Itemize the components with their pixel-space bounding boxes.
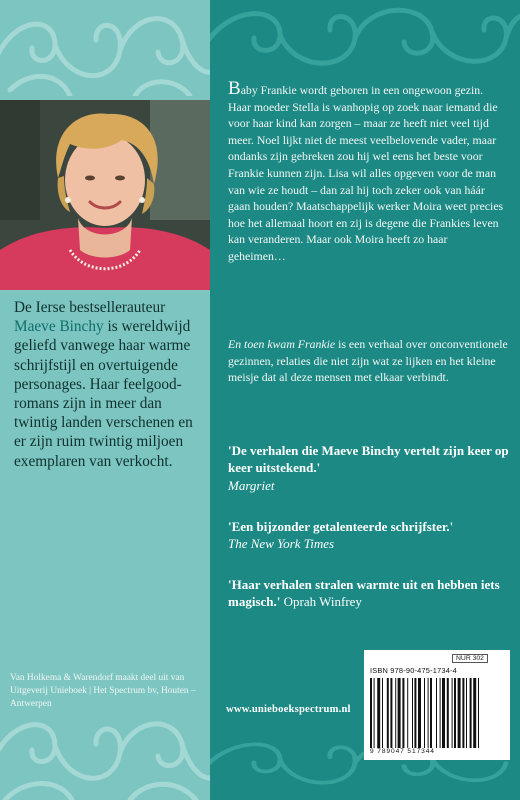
blurb-paragraph-1: aby Frankie wordt geboren in een ongewoon gezin. Haar moeder Stella is wanhopig op zoek naar iemand die voor haar kind kan zorgen – maar ze heeft niet veel tijd meer. Noel lijkt niet de meest veelbelovende vader, maar ondanks zijn gebreken zou hij wel eens het beste voor Frankie kunnen zijn. Lisa wil alles opgeven voor de man van wie ze houdt – dan zal hij toch zeker ook van háár gaan houden? Maatschappelijk werker Moira weet precies hoe het allemaal hoort en zij is degene die Frankies leven kan veranderen. Maar ook Moira heeft zo haar geheimen… [228,83,504,263]
bio-body: is wereldwijd geliefd vanwege haar warme schrijfstijl en overtuigende personages. Haar feelgood-romans zijn in meer dan twintig landen verschenen en er zijn ruim twintig miljoen exemplaren van verkocht. [14,318,193,470]
back-cover-blurb [228,78,508,265]
drop-cap: B [228,78,241,99]
isbn-label: ISBN 978-90-475-1734-4 [370,666,457,675]
barcode-block [364,650,510,760]
quote-text: 'Een bijzonder getalenteerde schrijfster.' [228,519,454,534]
nur-code: NUR 302 [452,654,488,663]
author-name: Maeve Binchy [14,318,104,336]
swirl-ornament-bottom [0,716,210,800]
quote-source: Margriet [228,477,275,493]
quote-source: The New York Times [228,536,335,552]
swirl-ornament-top [0,0,210,96]
author-portrait-image [0,100,210,290]
quote-text: 'Haar verhalen stralen warmte uit en hebben iets magisch.' [228,577,500,610]
barcode-icon [370,678,504,748]
left-panel [0,0,210,800]
publisher-note: Van Holkema & Warendorf maakt deel uit van Uitgeverij Unieboek | Het Spectrum bv, Houten – Antwerpen [10,673,196,709]
blurb-paragraph-2-text: is een verhaal over onconventionele gezinnen, relaties die niet zijn wat ze lijken en het kleine meisje dat al deze mensen met elkaar verbindt. [228,337,508,385]
bio-intro: De Ierse bestsellerauteur [14,299,166,316]
review-quote-2 [228,518,510,553]
book-title: En toen kwam Frankie [228,337,336,351]
blurb-paragraph-2 [228,336,508,386]
review-quote-1 [228,442,510,494]
author-photo [0,100,210,290]
swirl-ornament-top-right [210,0,520,70]
publisher-website: www.unieboekspectrum.nl [226,704,351,715]
review-quote-3 [228,576,510,611]
barcode-digits: 9 789047 517344 [370,748,435,755]
quote-text: 'De verhalen die Maeve Binchy vertelt zijn keer op keer uitstekend.' [228,443,509,476]
author-bio [14,298,204,471]
quote-source: Oprah Winfrey [283,594,362,610]
